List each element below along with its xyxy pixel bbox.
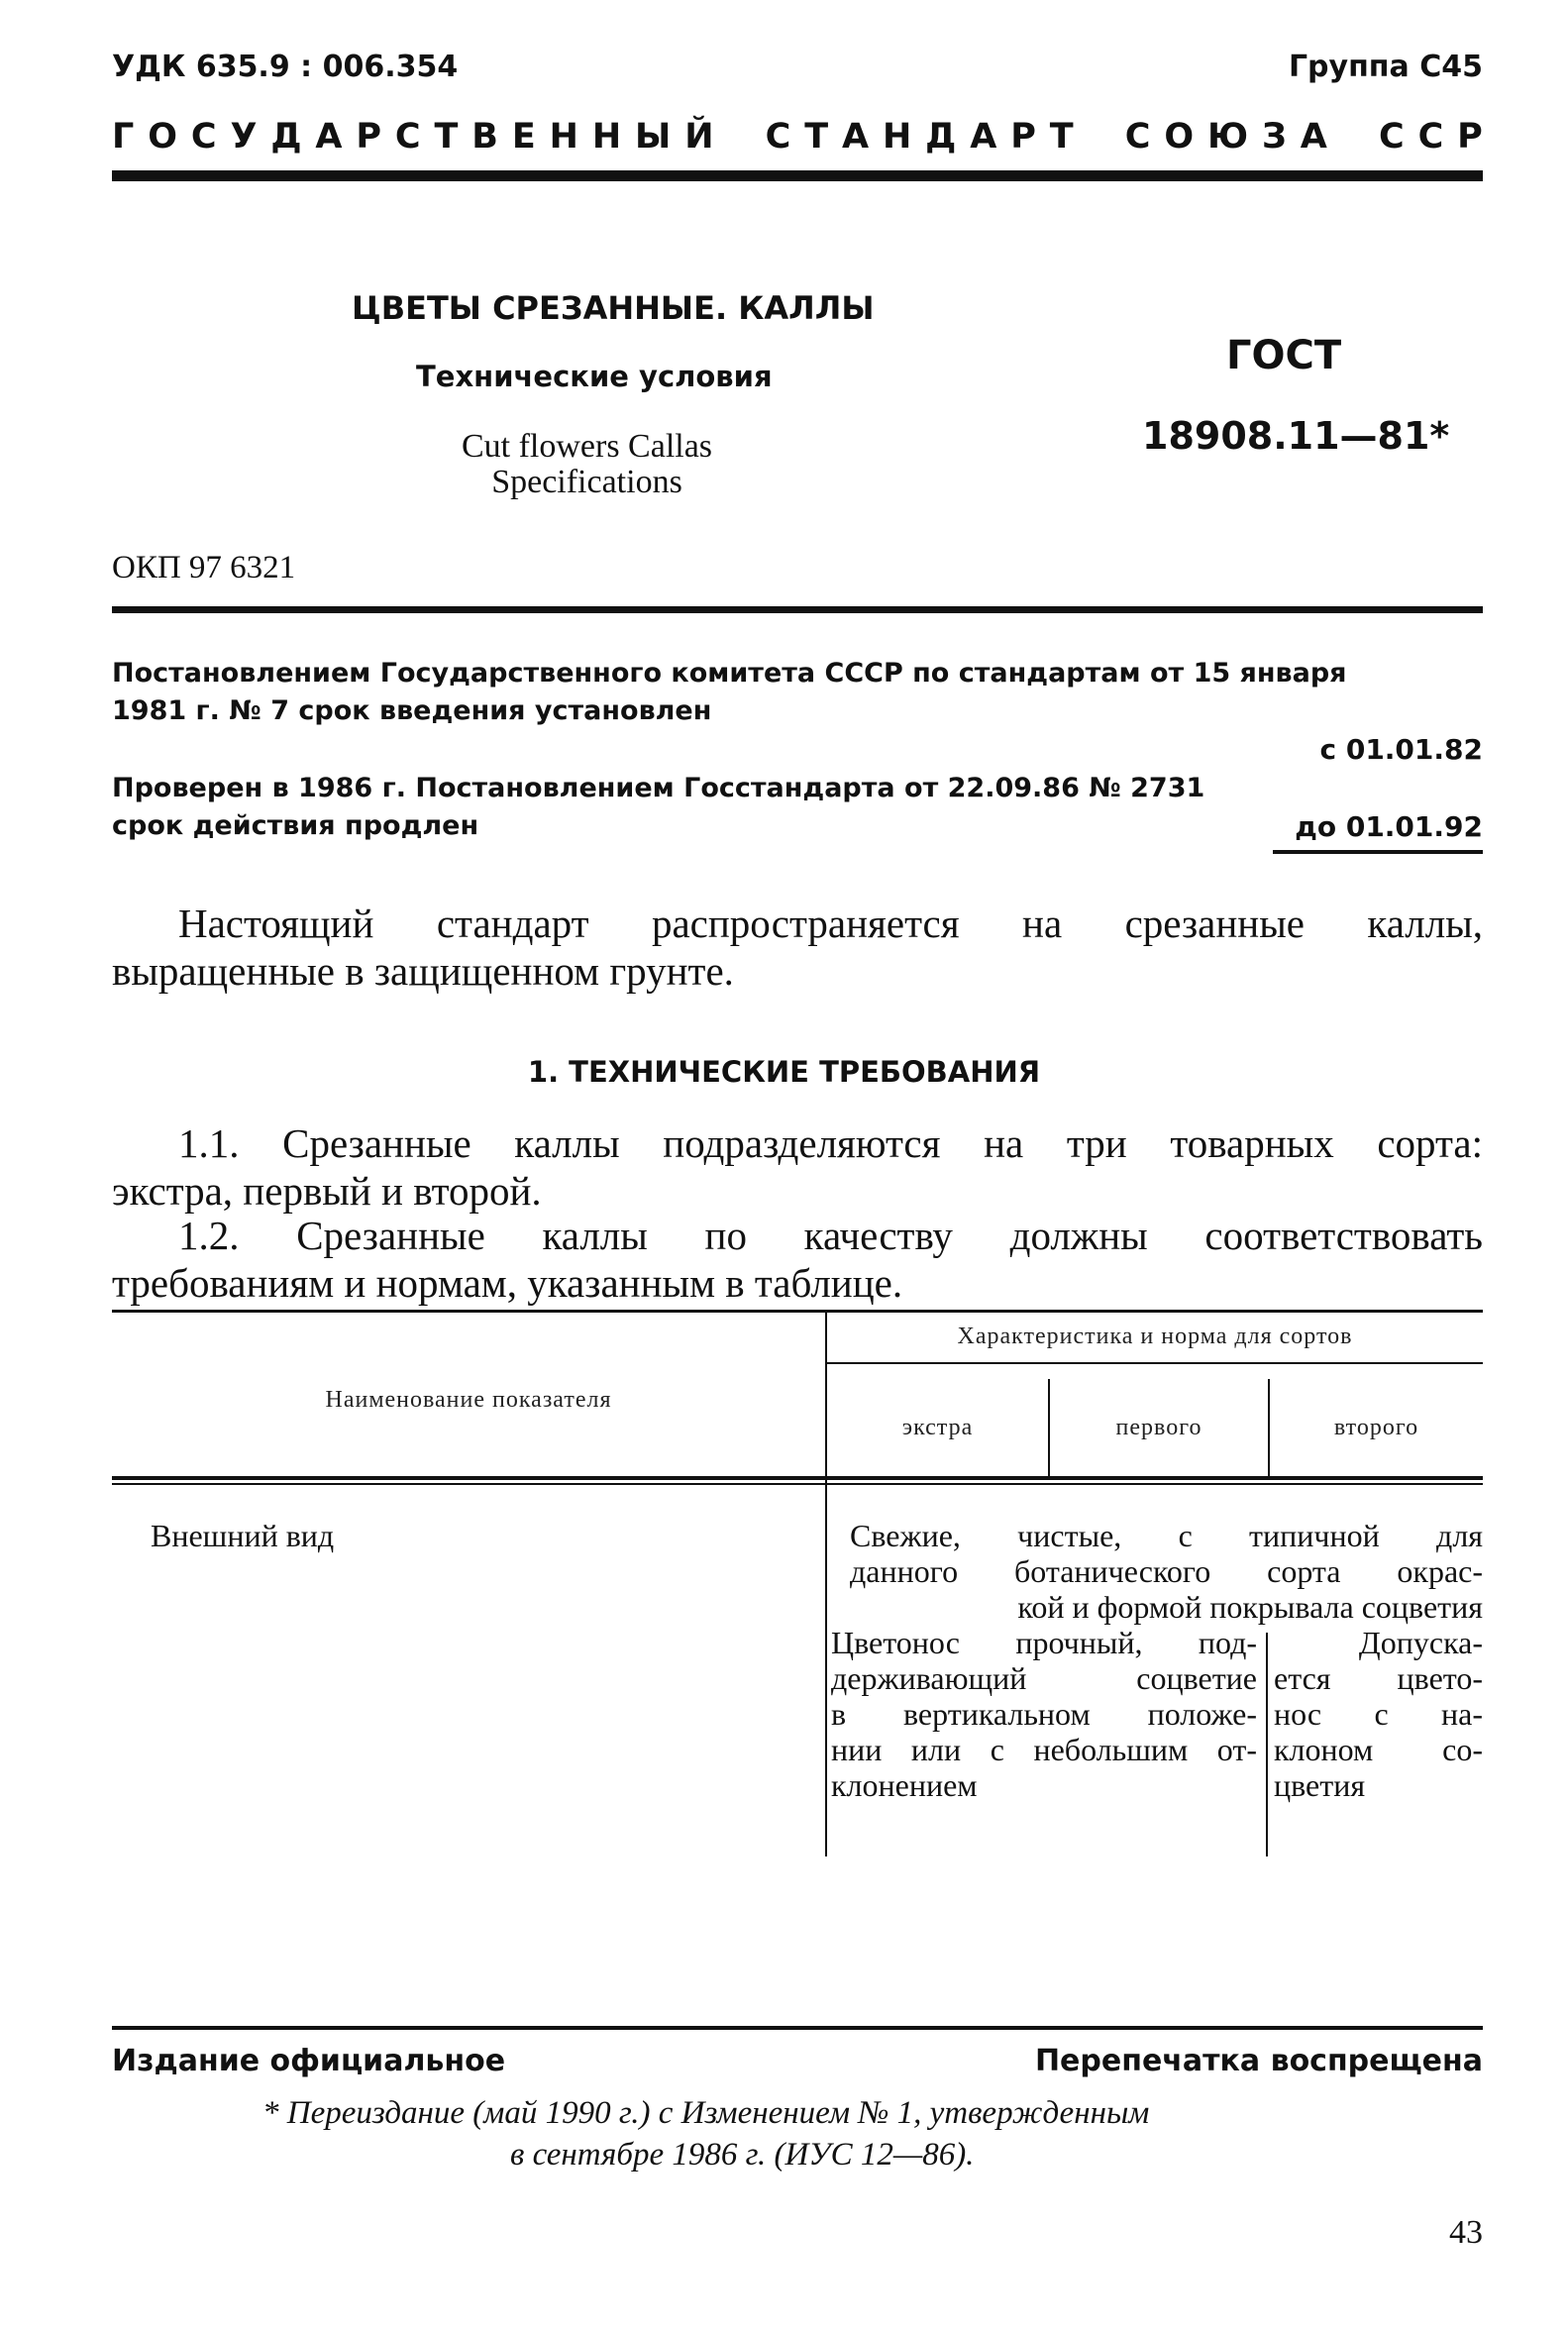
- state-standard-letter: Й: [684, 117, 714, 157]
- english-title: Cut flowers Callas: [461, 428, 713, 465]
- state-standard-letter: С: [1417, 117, 1444, 157]
- clause-1-1-line-1: 1.1. Срезанные каллы подразделяются на три товарных сорта:: [178, 1120, 1483, 1166]
- document-subtitle: Технические условия: [416, 360, 773, 393]
- group-header-rule: [825, 1362, 1483, 1364]
- section-title: 1. ТЕХНИЧЕСКИЕ ТРЕБОВАНИЯ: [527, 1055, 1041, 1089]
- state-standard-letter: А: [1300, 117, 1327, 157]
- state-standard-letter: Р: [1457, 117, 1483, 157]
- clause-1-2-line-2: требованиям и нормам, указанным в таблице.: [112, 1260, 903, 1306]
- state-standard-letter: Д: [270, 117, 302, 157]
- decree-line-3: Проверен в 1986 г. Постановлением Госстандарта от 22.09.86 № 2731: [112, 773, 1205, 803]
- cell-all-grades-line-3: кой и формой покрывала соцветия: [1017, 1589, 1483, 1625]
- state-standard-heading: [112, 117, 1483, 157]
- cell-extra-first-line-3: в вертикальном положе-: [831, 1696, 1257, 1732]
- state-standard-letter: Н: [882, 117, 912, 157]
- grade-header-second: второго: [1333, 1415, 1419, 1440]
- state-standard-letter: А: [315, 117, 343, 157]
- state-standard-letter: Ы: [635, 117, 672, 157]
- decree-line-4: срок действия продлен: [112, 810, 479, 841]
- state-standard-letter: Д: [925, 117, 957, 157]
- english-subtitle: Specifications: [491, 464, 682, 500]
- cell-second-line-5: цветия: [1274, 1767, 1366, 1803]
- state-standard-letter: Р: [356, 117, 382, 157]
- group-code: Группа С45: [1288, 50, 1483, 84]
- state-standard-letter: О: [1164, 117, 1195, 157]
- decree-date-introduced: с 01.01.82: [1319, 733, 1483, 766]
- gost-label: ГОСТ: [1226, 333, 1342, 378]
- official-edition-label: Издание официальное: [112, 2044, 506, 2078]
- state-standard-letter: [727, 117, 751, 157]
- intro-paragraph-line-1: Настоящий стандарт распространяется на срезанные каллы,: [178, 901, 1483, 946]
- state-standard-letter: У: [230, 117, 258, 157]
- cell-second-line-4: клоном со-: [1274, 1732, 1483, 1767]
- intro-paragraph-line-2: выращенные в защищенном грунте.: [112, 948, 734, 994]
- state-standard-letter: С: [1124, 117, 1151, 157]
- cell-second-line-3: нос с на-: [1274, 1696, 1483, 1732]
- state-standard-letter: О: [148, 117, 177, 157]
- decree-date-extended: до 01.01.92: [1295, 810, 1483, 843]
- reissue-note-line-2: в сентябре 1986 г. (ИУС 12—86).: [510, 2137, 975, 2173]
- cell-second-line-2: ется цвето-: [1274, 1660, 1483, 1696]
- state-standard-letter: Г: [112, 117, 135, 157]
- footer-rule: [112, 2026, 1483, 2030]
- state-standard-letter: Е: [511, 117, 536, 157]
- table-body-divider: [825, 1480, 827, 1856]
- title-rule: [112, 606, 1483, 613]
- okp-code: ОКП 97 6321: [112, 550, 296, 585]
- state-standard-letter: А: [970, 117, 997, 157]
- row-name-appearance: Внешний вид: [151, 1518, 335, 1553]
- state-standard-letter: [1088, 117, 1111, 157]
- state-standard-letter: З: [1262, 117, 1287, 157]
- cell-extra-first-line-5: клонением: [831, 1767, 978, 1803]
- table-header-bottom-rule-2: [112, 1483, 1483, 1485]
- state-standard-letter: В: [471, 117, 498, 157]
- column-header-name: Наименование показателя: [325, 1387, 612, 1413]
- table-header-bottom-rule: [112, 1476, 1483, 1480]
- state-standard-letter: С: [1379, 117, 1405, 157]
- cell-second-line-1: Допуска-: [1358, 1625, 1483, 1660]
- state-standard-letter: Н: [591, 117, 622, 157]
- state-standard-letter: Т: [1049, 117, 1074, 157]
- state-standard-letter: С: [190, 117, 217, 157]
- decree-line-2: 1981 г. № 7 срок введения установлен: [112, 695, 712, 726]
- state-standard-letter: [1341, 117, 1365, 157]
- state-standard-letter: С: [394, 117, 421, 157]
- cell-extra-first-line-4: нии или с небольшим от-: [831, 1732, 1257, 1767]
- state-standard-letter: Т: [804, 117, 829, 157]
- reprint-prohibited-label: Перепечатка воспрещена: [1034, 2044, 1483, 2078]
- grade-header-first: первого: [1115, 1415, 1202, 1440]
- decree-line-1: Постановлением Государственного комитета СССР по стандартам от 15 января: [112, 658, 1347, 689]
- clause-1-2-line-1: 1.2. Срезанные каллы по качеству должны соответствовать: [178, 1213, 1483, 1258]
- cell-all-grades-line-1: Свежие, чистые, с типичной для: [850, 1518, 1483, 1553]
- cell-extra-first-line-2: держивающий соцветие: [831, 1660, 1257, 1696]
- gost-number: 18908.11—81*: [1142, 414, 1450, 458]
- document-title: ЦВЕТЫ СРЕЗАННЫЕ. КАЛЛЫ: [352, 289, 875, 327]
- grade-header-extra: экстра: [901, 1415, 974, 1440]
- page-number: 43: [1449, 2214, 1483, 2251]
- clause-1-1-line-2: экстра, первый и второй.: [112, 1168, 542, 1214]
- header-rule: [112, 170, 1483, 181]
- state-standard-letter: Т: [434, 117, 459, 157]
- state-standard-letter: Р: [1010, 117, 1036, 157]
- state-standard-letter: Н: [549, 117, 578, 157]
- state-standard-letter: С: [765, 117, 791, 157]
- cell-extra-first-line-1: Цветонос прочный, под-: [831, 1625, 1257, 1660]
- udk-code: УДК 635.9 : 006.354: [112, 50, 459, 84]
- state-standard-letter: А: [841, 117, 870, 157]
- table-top-rule: [112, 1310, 1483, 1313]
- date-underline: [1273, 850, 1483, 854]
- table-body-grade-divider: [1266, 1633, 1268, 1856]
- column-header-group: Характеристика и норма для сортов: [957, 1324, 1353, 1349]
- state-standard-letter: Ю: [1207, 117, 1249, 157]
- cell-all-grades-line-2: данного ботанического сорта окрас-: [850, 1553, 1483, 1589]
- reissue-note-line-1: * Переиздание (май 1990 г.) с Изменением № 1, утвержденным: [262, 2095, 1150, 2131]
